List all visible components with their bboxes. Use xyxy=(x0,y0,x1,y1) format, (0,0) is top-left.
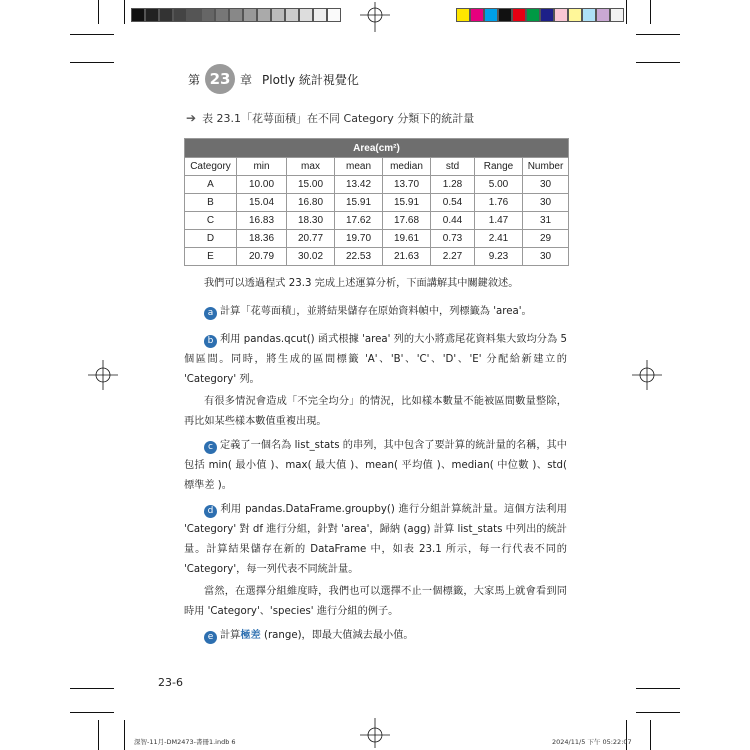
marker-d-icon: d xyxy=(204,505,217,518)
table-row xyxy=(185,194,569,212)
column-header: min xyxy=(237,158,287,176)
footer-file-info: 深智-11月-DM2473-書冊1.indb 6 xyxy=(134,738,236,746)
column-header: Range xyxy=(475,158,523,176)
note-d xyxy=(184,500,567,580)
table-cell: 2.41 xyxy=(475,230,523,248)
body-text xyxy=(184,582,567,622)
table-cell: 16.83 xyxy=(237,212,287,230)
table-cell: 21.63 xyxy=(383,248,431,266)
table-group-header: Area(cm²) xyxy=(185,139,569,158)
chapter-header xyxy=(188,64,359,94)
table-row xyxy=(185,248,569,266)
registration-cross-right xyxy=(632,360,662,390)
table-cell: 19.70 xyxy=(335,230,383,248)
body-text xyxy=(184,274,567,294)
page-number: 23-6 xyxy=(158,676,183,689)
table-cell: 31 xyxy=(523,212,569,230)
table-cell: 18.36 xyxy=(237,230,287,248)
table-cell: E xyxy=(185,248,237,266)
table-cell: 15.00 xyxy=(287,176,335,194)
crop-mark xyxy=(636,34,680,35)
chapter-number-badge: 23 xyxy=(205,64,235,94)
color-calibration-bar xyxy=(456,8,624,22)
marker-b-icon: b xyxy=(204,335,217,348)
note-b xyxy=(184,330,567,390)
table-cell: 10.00 xyxy=(237,176,287,194)
registration-cross-top xyxy=(360,2,390,32)
gray-calibration-bar xyxy=(131,8,341,22)
table-cell: A xyxy=(185,176,237,194)
table-cell: 1.28 xyxy=(431,176,475,194)
table-cell: C xyxy=(185,212,237,230)
column-header: mean xyxy=(335,158,383,176)
table-cell: 13.42 xyxy=(335,176,383,194)
crop-mark xyxy=(70,34,114,35)
crop-mark xyxy=(98,0,99,24)
table-cell: 15.91 xyxy=(383,194,431,212)
column-header: Number xyxy=(523,158,569,176)
table-caption xyxy=(186,110,474,126)
crop-mark xyxy=(636,62,680,63)
table-cell: B xyxy=(185,194,237,212)
marker-a-icon: a xyxy=(204,307,217,320)
table-row xyxy=(185,230,569,248)
marker-c-icon: c xyxy=(204,441,217,454)
table-cell: 1.76 xyxy=(475,194,523,212)
table-cell: 0.54 xyxy=(431,194,475,212)
note-e xyxy=(184,626,567,646)
table-cell: 5.00 xyxy=(475,176,523,194)
table-cell: D xyxy=(185,230,237,248)
chapter-suffix: 章 xyxy=(240,72,253,87)
note-e-highlight: 極差 xyxy=(240,630,261,641)
table-cell: 20.79 xyxy=(237,248,287,266)
column-header: max xyxy=(287,158,335,176)
table-cell: 17.68 xyxy=(383,212,431,230)
arrow-right-icon: ➔ xyxy=(186,111,197,125)
note-b-text: 利用 pandas.qcut() 函式根據 'area' 列的大小將鳶尾花資料集大致均分為 5 個區間。同時，將生成的區間標籤 'A'、'B'、'C'、'D'、'E' 分配給新建立的 'Category' 列。 xyxy=(184,334,567,385)
table-cell: 1.47 xyxy=(475,212,523,230)
footer-timestamp: 2024/11/5 下午 05:22:07 xyxy=(552,738,632,746)
table-cell: 30 xyxy=(523,194,569,212)
note-e-pre: 計算 xyxy=(220,630,241,641)
note-c-text: 定義了一個名為 list_stats 的串列，其中包含了要計算的統計量的名稱，其中包括 min( 最小值 )、max( 最大值 )、mean( 平均值 )、median( 中位數 )、std( 標準差 )。 xyxy=(184,440,567,491)
crop-mark xyxy=(650,720,651,750)
column-header: Category xyxy=(185,158,237,176)
crop-mark xyxy=(70,62,114,63)
table-row xyxy=(185,212,569,230)
crop-mark xyxy=(626,0,627,24)
table-cell: 29 xyxy=(523,230,569,248)
paragraph: 當然，在選擇分組維度時，我們也可以選擇不止一個標籤，大家馬上就會看到同時用 'Category'、'species' 進行分組的例子。 xyxy=(184,586,567,617)
marker-e-icon: e xyxy=(204,631,217,644)
stats-table xyxy=(184,138,569,266)
table-cell: 15.91 xyxy=(335,194,383,212)
crop-mark xyxy=(650,0,651,24)
crop-mark xyxy=(98,720,99,750)
note-d-text: 利用 pandas.DataFrame.groupby() 進行分組計算統計量。這個方法利用 'Category' 對 df 進行分組，針對 'area'，歸納 (agg) 計算 list_stats 中列出的統計量。計算結果儲存在新的 DataFrame 中，如表 23.1 所示，每一行代表不同的 'Category'，每一列代表不同統計量。 xyxy=(184,504,567,575)
table-cell: 16.80 xyxy=(287,194,335,212)
table-cell: 18.30 xyxy=(287,212,335,230)
table-cell: 2.27 xyxy=(431,248,475,266)
table-cell: 13.70 xyxy=(383,176,431,194)
crop-mark xyxy=(70,688,114,689)
table-column-headers xyxy=(185,158,569,176)
table-cell: 30 xyxy=(523,248,569,266)
table-cell: 19.61 xyxy=(383,230,431,248)
table-cell: 0.44 xyxy=(431,212,475,230)
table-cell: 9.23 xyxy=(475,248,523,266)
table-cell: 17.62 xyxy=(335,212,383,230)
table-cell: 22.53 xyxy=(335,248,383,266)
crop-mark xyxy=(124,0,125,24)
table-cell: 20.77 xyxy=(287,230,335,248)
column-header: median xyxy=(383,158,431,176)
table-caption-text: 表 23.1「花萼面積」在不同 Category 分類下的統計量 xyxy=(202,112,475,125)
chapter-prefix: 第 xyxy=(188,72,201,87)
table-cell: 0.73 xyxy=(431,230,475,248)
crop-mark xyxy=(124,720,125,750)
note-e-post: (range)，即最大值減去最小值。 xyxy=(260,630,414,641)
body-text xyxy=(184,392,567,432)
registration-cross-bottom xyxy=(360,718,390,748)
crop-mark xyxy=(636,712,680,713)
note-c xyxy=(184,436,567,496)
table-cell: 15.04 xyxy=(237,194,287,212)
crop-mark xyxy=(70,712,114,713)
table-row xyxy=(185,176,569,194)
note-a xyxy=(184,302,567,322)
registration-cross-left xyxy=(88,360,118,390)
paragraph: 有很多情況會造成「不完全均分」的情況，比如樣本數量不能被區間數量整除，再比如某些樣本數值重複出現。 xyxy=(184,396,567,427)
crop-mark xyxy=(636,688,680,689)
column-header: std xyxy=(431,158,475,176)
chapter-title: Plotly 統計視覺化 xyxy=(262,72,359,87)
table-cell: 30 xyxy=(523,176,569,194)
table-cell: 30.02 xyxy=(287,248,335,266)
note-a-text: 計算「花萼面積」，並將結果儲存在原始資料幀中，列標籤為 'area'。 xyxy=(220,306,532,317)
paragraph: 我們可以透過程式 23.3 完成上述運算分析，下面講解其中關鍵敘述。 xyxy=(204,278,519,289)
